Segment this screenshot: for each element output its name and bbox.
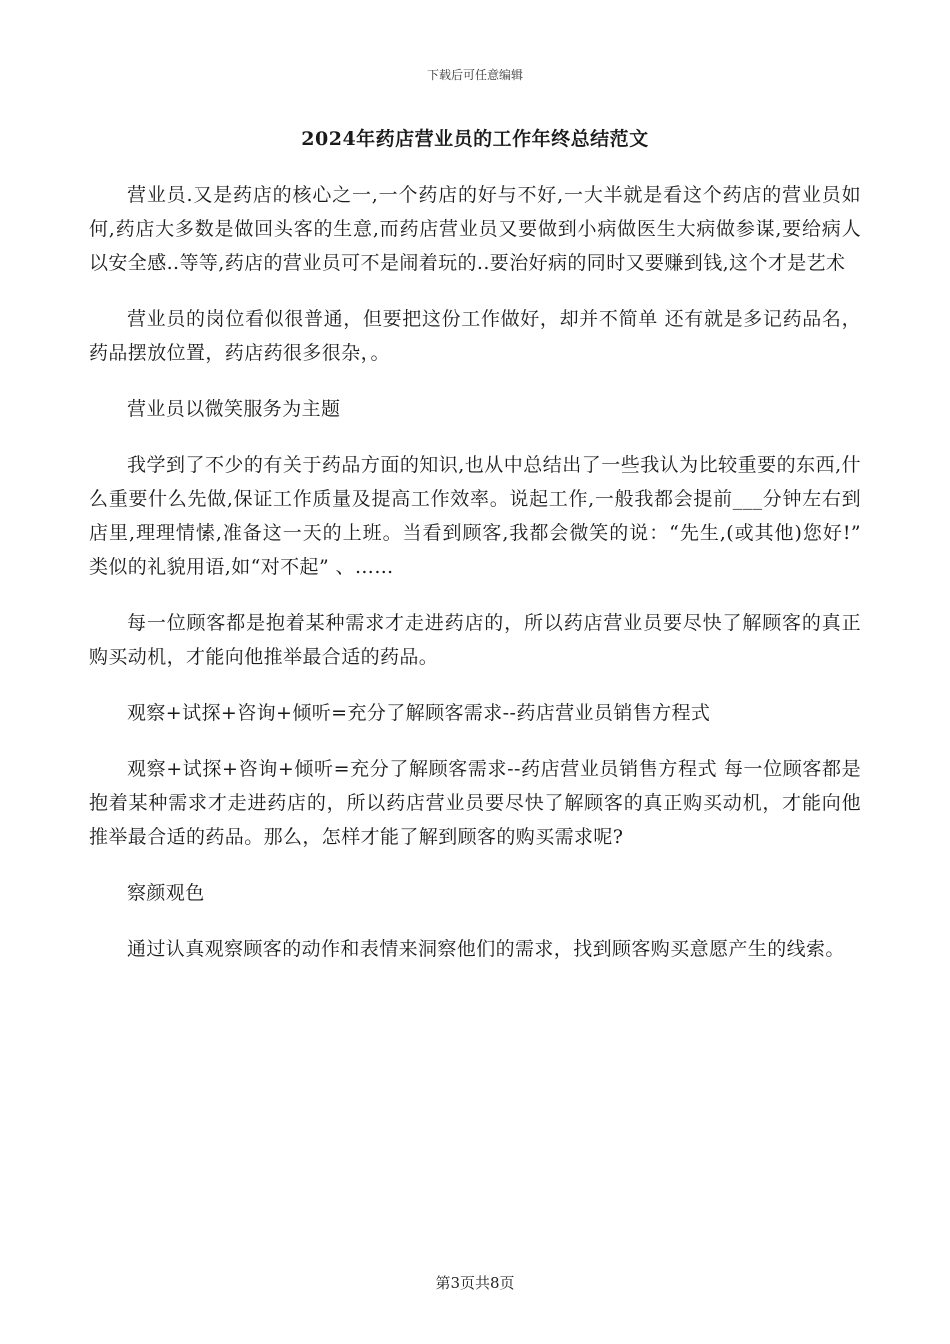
paragraph-intro: 营业员.又是药店的核心之一,一个药店的好与不好,一大半就是看这个药店的营业员如何,药店大多数是做回头客的生意,而药店营业员又要做到小病做医生大病做参谋,要给病人以安全感..等等,药店的营业员可不是闹着玩的..要治好病的同时又要赚到钱,这个才是艺术 (89, 184, 861, 274)
document-body (89, 178, 861, 988)
paragraph-formula-detail: 观察+试探+咨询+倾听=充分了解顾客需求--药店营业员销售方程式 每一位顾客都是抱着某种需求才走进药店的，所以药店营业员要尽快了解顾客的真正购买动机，才能向他推举最合适的药品。那么，怎样才能了解到顾客的购买需求呢? (89, 758, 861, 848)
page-number: 第3页共8页 (435, 1274, 515, 1292)
paragraph-observe-detail: 通过认真观察顾客的动作和表情来洞察他们的需求，找到顾客购买意愿产生的线索。 (127, 938, 845, 960)
paragraph-position: 营业员的岗位看似很普通，但要把这份工作做好，却并不简单 还有就是多记药品名，药品摆放位置，药店药很多很杂，。 (89, 308, 861, 364)
paragraph-formula: 观察+试探+咨询+倾听=充分了解顾客需求--药店营业员销售方程式 (127, 702, 711, 724)
paragraph-smile-theme: 营业员以微笑服务为主题 (127, 398, 341, 420)
paragraph-observe-heading: 察颜观色 (127, 882, 205, 904)
paragraph-knowledge: 我学到了不少的有关于药品方面的知识,也从中总结出了一些我认为比较重要的东西,什么重要什么先做,保证工作质量及提高工作效率。说起工作,一般我都会提前___分钟左右到店里,理理情愫,准备这一天的上班。当看到顾客,我都会微笑的说：“先生,(或其他)您好!” 类似的礼貌用语,如“对不起” 、…… (89, 454, 861, 578)
document-title: 2024年药店营业员的工作年终总结范文 (301, 128, 649, 150)
header-note: 下载后可任意编辑 (426, 68, 523, 82)
paragraph-customer-needs: 每一位顾客都是抱着某种需求才走进药店的，所以药店营业员要尽快了解顾客的真正购买动机，才能向他推举最合适的药品。 (89, 612, 861, 668)
